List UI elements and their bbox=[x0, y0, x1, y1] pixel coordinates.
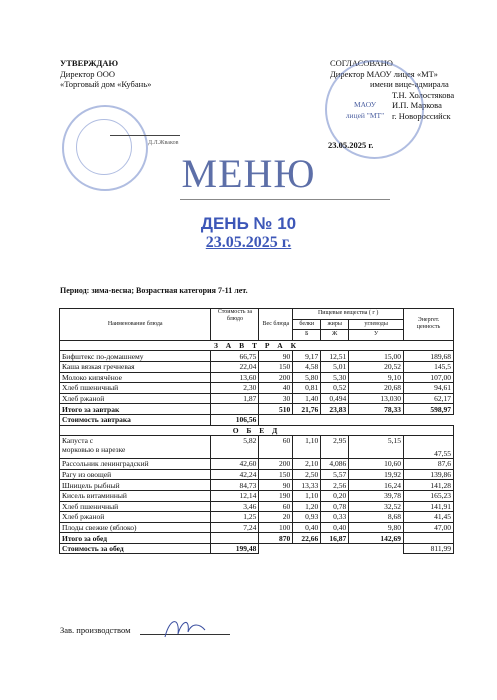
breakfast-cell: 1,40 bbox=[293, 393, 321, 404]
lunch-rows bbox=[60, 459, 454, 533]
lunch-cell: Рассольник ленинградский bbox=[60, 459, 211, 470]
header-zh: Ж bbox=[321, 330, 349, 341]
lunch-cell: 7,24 bbox=[211, 522, 259, 533]
breakfast-cell: 12,51 bbox=[321, 351, 349, 362]
lunch-cell: 200 bbox=[259, 459, 293, 470]
lunch-cell: 13,33 bbox=[293, 480, 321, 491]
lunch-cell: 1,20 bbox=[293, 501, 321, 512]
breakfast-cell: 200 bbox=[259, 372, 293, 383]
breakfast-cell: 107,00 bbox=[404, 372, 454, 383]
lunch-row bbox=[60, 459, 454, 470]
lunch-cell: Рагу из овощей bbox=[60, 469, 211, 480]
period-line: Период: зима-весна; Возрастная категория 7-11 лет. bbox=[60, 286, 248, 295]
lunch-total-prot: 22,66 bbox=[293, 533, 321, 544]
breakfast-cell: Каша вязкая гречневая bbox=[60, 361, 211, 372]
agree-line1: Директор МАОУ лицея «МТ» bbox=[330, 68, 438, 79]
lunch-first-weight: 60 bbox=[259, 436, 293, 459]
header-b: Б bbox=[293, 330, 321, 341]
breakfast-cell: 5,80 bbox=[293, 372, 321, 383]
page-title: МЕНЮ bbox=[181, 151, 316, 196]
lunch-cell: Плоды свежие (яблоко) bbox=[60, 522, 211, 533]
breakfast-cell: 2,30 bbox=[211, 383, 259, 394]
breakfast-row bbox=[60, 361, 454, 372]
lunch-cell: 139,86 bbox=[404, 469, 454, 480]
breakfast-cell: 1,87 bbox=[211, 393, 259, 404]
breakfast-row bbox=[60, 393, 454, 404]
lunch-cell: 100 bbox=[259, 522, 293, 533]
breakfast-cell: Молоко кипячёное bbox=[60, 372, 211, 383]
breakfast-total-carb: 78,33 bbox=[349, 404, 404, 415]
lunch-cell: 3,46 bbox=[211, 501, 259, 512]
footer-label: Зав. производством bbox=[60, 625, 131, 635]
lunch-first-name-1: Капуста с bbox=[62, 436, 94, 446]
lunch-cell: 0,40 bbox=[293, 522, 321, 533]
lunch-cell: 5,57 bbox=[321, 469, 349, 480]
breakfast-cost-label: Стоимость завтрака bbox=[60, 414, 211, 425]
lunch-first-name bbox=[60, 436, 211, 459]
lunch-cell: 41,45 bbox=[404, 512, 454, 523]
breakfast-total-energy: 598,97 bbox=[404, 404, 454, 415]
lunch-row bbox=[60, 469, 454, 480]
breakfast-cell: 150 bbox=[259, 361, 293, 372]
lunch-cost-value: 199,48 bbox=[211, 543, 259, 554]
header-proteins: белки bbox=[293, 319, 321, 330]
breakfast-cell: 94,61 bbox=[404, 383, 454, 394]
header-carbs: углеводы bbox=[349, 319, 404, 330]
breakfast-cell: 20,68 bbox=[349, 383, 404, 394]
approve-line2: «Торговый дом «Кубань» bbox=[60, 79, 152, 89]
header-name: Наименование блюда bbox=[60, 309, 211, 341]
breakfast-total-prot: 21,76 bbox=[293, 404, 321, 415]
breakfast-cell: 22,04 bbox=[211, 361, 259, 372]
breakfast-total-label: Итого за завтрак bbox=[60, 404, 211, 415]
breakfast-row bbox=[60, 372, 454, 383]
day-number: ДЕНЬ № 10 bbox=[200, 214, 297, 233]
breakfast-cell: 0,494 bbox=[321, 393, 349, 404]
lunch-cell: 150 bbox=[259, 469, 293, 480]
lunch-cell: 8,68 bbox=[349, 512, 404, 523]
breakfast-cell: 90 bbox=[259, 351, 293, 362]
lunch-total-weight: 870 bbox=[259, 533, 293, 544]
breakfast-cell: 13,60 bbox=[211, 372, 259, 383]
approve-line1: Директор ООО bbox=[60, 68, 116, 79]
lunch-first-prot: 1,10 bbox=[293, 436, 321, 459]
breakfast-cell: Хлеб ржаной bbox=[60, 393, 211, 404]
breakfast-cell: Бифштекс по-домашнему bbox=[60, 351, 211, 362]
lunch-row bbox=[60, 512, 454, 523]
table-header-row bbox=[60, 309, 454, 320]
agree-line4: И.П. Маркова bbox=[392, 100, 442, 110]
breakfast-cell: 145,5 bbox=[404, 361, 454, 372]
lunch-cell: 39,78 bbox=[349, 490, 404, 501]
breakfast-cell: 4,58 bbox=[293, 361, 321, 372]
breakfast-cell: 40 bbox=[259, 383, 293, 394]
lunch-row bbox=[60, 480, 454, 491]
lunch-first-row bbox=[60, 436, 454, 459]
lunch-cell: 1,10 bbox=[293, 490, 321, 501]
agree-title: СОГЛАСОВАНО bbox=[330, 58, 393, 68]
lunch-cell: 2,10 bbox=[293, 459, 321, 470]
lunch-total-carb: 142,69 bbox=[349, 533, 404, 544]
lunch-cell: 47,00 bbox=[404, 522, 454, 533]
agree-date: 23.05.2025 г. bbox=[328, 140, 374, 150]
breakfast-cell: 20,52 bbox=[349, 361, 404, 372]
lunch-cell: 19,92 bbox=[349, 469, 404, 480]
breakfast-cell: 30 bbox=[259, 393, 293, 404]
lunch-cell: 16,24 bbox=[349, 480, 404, 491]
lunch-cell: 60 bbox=[259, 501, 293, 512]
breakfast-cell: 13,030 bbox=[349, 393, 404, 404]
breakfast-section-row bbox=[60, 340, 454, 351]
header-weight: Вес блюда bbox=[259, 309, 293, 341]
lunch-row bbox=[60, 522, 454, 533]
header-energy: Энергет. ценность bbox=[404, 309, 454, 341]
lunch-total-row bbox=[60, 533, 454, 544]
school-stamp-text: МАОУ лицей "МТ" bbox=[345, 100, 385, 120]
lunch-cell: 141,91 bbox=[404, 501, 454, 512]
lunch-cell: 1,25 bbox=[211, 512, 259, 523]
lunch-cell: 42,60 bbox=[211, 459, 259, 470]
breakfast-cell: 5,30 bbox=[321, 372, 349, 383]
breakfast-cell: Хлеб пшеничный bbox=[60, 383, 211, 394]
lunch-cell: 0,20 bbox=[321, 490, 349, 501]
header-u: У bbox=[349, 330, 404, 341]
lunch-first-name-2: морковью в нарезке bbox=[62, 445, 126, 455]
header-cost: Стоимость за блюдо bbox=[211, 309, 259, 341]
lunch-first-carb: 5,15 bbox=[349, 436, 404, 459]
breakfast-row bbox=[60, 383, 454, 394]
lunch-cell: 10,60 bbox=[349, 459, 404, 470]
lunch-total-label: Итого за обед bbox=[60, 533, 211, 544]
breakfast-total-weight: 510 bbox=[259, 404, 293, 415]
lunch-cell: 0,93 bbox=[293, 512, 321, 523]
lunch-cell: 2,50 bbox=[293, 469, 321, 480]
lunch-cell: 4,086 bbox=[321, 459, 349, 470]
approve-signature: Д.Л.Жваков bbox=[148, 140, 179, 146]
approve-signature-line bbox=[110, 135, 180, 136]
lunch-cell: 0,33 bbox=[321, 512, 349, 523]
lunch-first-cost: 5,82 bbox=[211, 436, 259, 459]
lunch-cell: 2,56 bbox=[321, 480, 349, 491]
breakfast-cell: 189,68 bbox=[404, 351, 454, 362]
lunch-total-fat: 16,87 bbox=[321, 533, 349, 544]
breakfast-cell: 15,00 bbox=[349, 351, 404, 362]
lunch-first-energy: 47,55 bbox=[404, 436, 454, 459]
agree-line5: г. Новороссийск bbox=[392, 110, 451, 121]
menu-table bbox=[59, 308, 454, 554]
lunch-cell: 141,28 bbox=[404, 480, 454, 491]
lunch-row bbox=[60, 501, 454, 512]
lunch-cell: 87,6 bbox=[404, 459, 454, 470]
lunch-label: О Б Е Д bbox=[60, 425, 454, 436]
breakfast-cell: 66,75 bbox=[211, 351, 259, 362]
signature-mark bbox=[160, 612, 210, 642]
lunch-cell: 9,80 bbox=[349, 522, 404, 533]
agree-line2: имени вице-адмирала bbox=[370, 79, 449, 89]
lunch-cell: 90 bbox=[259, 480, 293, 491]
lunch-cell: Шницель рыбный bbox=[60, 480, 211, 491]
breakfast-total-row bbox=[60, 404, 454, 415]
lunch-cell: 84,73 bbox=[211, 480, 259, 491]
breakfast-cell: 9,10 bbox=[349, 372, 404, 383]
breakfast-label: З А В Т Р А К bbox=[60, 340, 454, 351]
lunch-cell: Хлеб пшеничный bbox=[60, 501, 211, 512]
lunch-cell: 32,52 bbox=[349, 501, 404, 512]
lunch-section-row bbox=[60, 425, 454, 436]
lunch-cell: Кисель витаминный bbox=[60, 490, 211, 501]
lunch-cell: Хлеб ржаной bbox=[60, 512, 211, 523]
breakfast-cost-value: 106,56 bbox=[211, 414, 259, 425]
title-underline bbox=[180, 199, 390, 200]
breakfast-cell: 0,81 bbox=[293, 383, 321, 394]
lunch-cell: 190 bbox=[259, 490, 293, 501]
header-fats: жиры bbox=[321, 319, 349, 330]
breakfast-row bbox=[60, 351, 454, 362]
breakfast-cell: 0,52 bbox=[321, 383, 349, 394]
lunch-cell: 0,78 bbox=[321, 501, 349, 512]
breakfast-cell: 9,17 bbox=[293, 351, 321, 362]
lunch-cell: 12,14 bbox=[211, 490, 259, 501]
menu-date: 23.05.2025 г. bbox=[205, 234, 292, 251]
lunch-cell: 0,40 bbox=[321, 522, 349, 533]
lunch-first-fat: 2,95 bbox=[321, 436, 349, 459]
breakfast-total-fat: 23,83 bbox=[321, 404, 349, 415]
lunch-cell: 20 bbox=[259, 512, 293, 523]
lunch-row bbox=[60, 490, 454, 501]
approve-title: УТВЕРЖДАЮ bbox=[60, 58, 119, 68]
approve-block bbox=[60, 58, 151, 90]
breakfast-cell: 62,17 bbox=[404, 393, 454, 404]
lunch-cost-label: Стоимость за обед bbox=[60, 543, 211, 554]
breakfast-rows bbox=[60, 351, 454, 404]
lunch-cost-row bbox=[60, 543, 454, 554]
lunch-cost-energy: 811,99 bbox=[404, 543, 454, 554]
breakfast-cost-row bbox=[60, 414, 454, 425]
lunch-cell: 42,24 bbox=[211, 469, 259, 480]
lunch-cell: 165,23 bbox=[404, 490, 454, 501]
breakfast-cell: 5,01 bbox=[321, 361, 349, 372]
header-nutrients: Пищевые вещества ( г ) bbox=[293, 309, 404, 320]
agree-line3: Т.Н. Холостякова bbox=[392, 89, 455, 100]
